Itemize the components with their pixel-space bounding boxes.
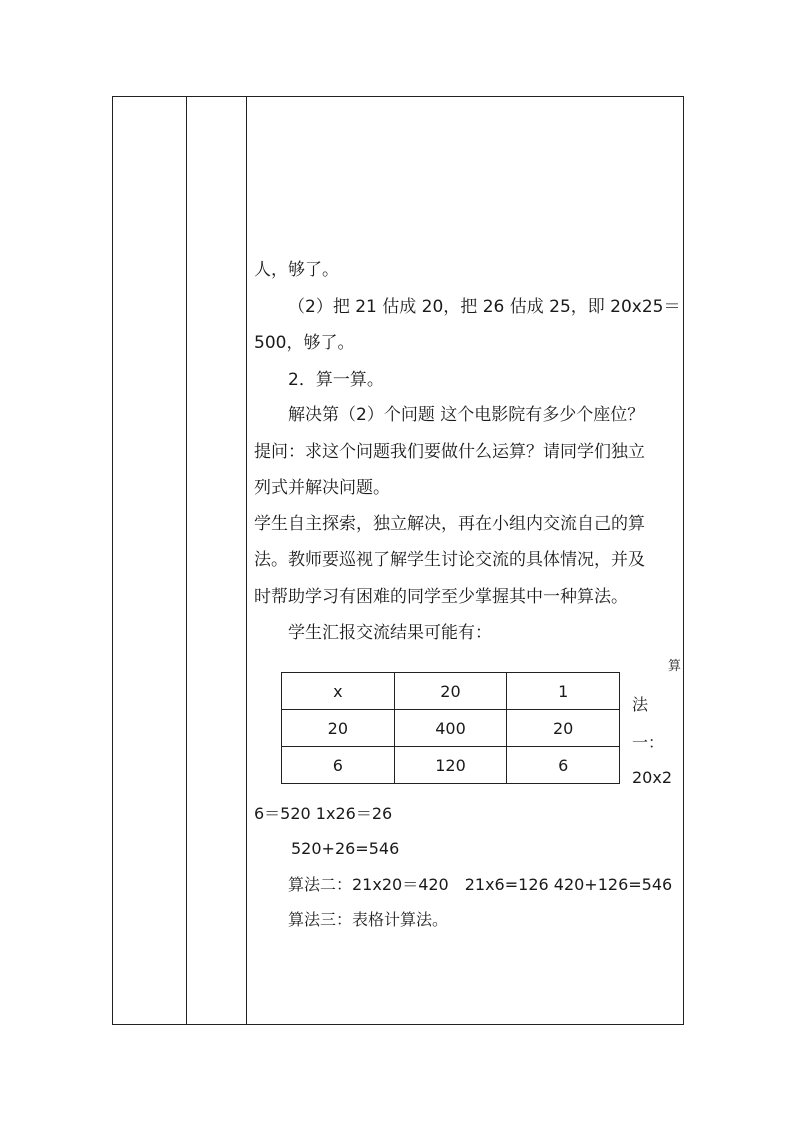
- calculation-table: [281, 672, 620, 784]
- table-cell: 20: [507, 710, 620, 747]
- text-line-11: 学生汇报交流结果可能有：: [288, 623, 492, 643]
- side-text-2: 一：: [632, 733, 665, 752]
- side-text-3: 20x2: [632, 768, 673, 787]
- text-line-7: 列式并解决问题。: [254, 478, 390, 498]
- text-line-1: 人，够了。: [254, 260, 339, 280]
- margin-mark: 算: [668, 659, 682, 674]
- table-cell: 20: [282, 710, 395, 747]
- text-line-14: 算法二：21x20＝420 21x6=126 420+126=546: [288, 875, 673, 894]
- table-cell: 6: [282, 747, 395, 784]
- text-line-8: 学生自主探索，独立解决，再在小组内交流自己的算: [254, 514, 645, 534]
- text-line-6: 提问：求这个问题我们要做什么运算？请同学们独立: [254, 442, 645, 462]
- text-line-4: 2．算一算。: [288, 370, 384, 390]
- table-cell: x: [282, 673, 395, 710]
- column-divider-2: [246, 97, 247, 1024]
- table-cell: 6: [507, 747, 620, 784]
- side-text-1: 法: [632, 695, 649, 714]
- table-row: [282, 673, 620, 710]
- table-cell: 20: [394, 673, 507, 710]
- table-cell: 400: [394, 710, 507, 747]
- text-line-3: 500，够了。: [254, 333, 355, 353]
- text-line-13: 520+26=546: [291, 839, 400, 858]
- table-row: [282, 710, 620, 747]
- text-line-5: 解决第（2）个问题 这个电影院有多少个座位？: [288, 405, 645, 425]
- table-cell: 120: [394, 747, 507, 784]
- text-line-10: 时帮助学习有困难的同学至少掌握其中一种算法。: [254, 587, 628, 607]
- text-line-15: 算法三：表格计算法。: [288, 910, 449, 929]
- text-line-12: 6＝520 1x26＝26: [254, 804, 393, 823]
- column-divider-1: [186, 97, 187, 1024]
- text-line-9: 法。教师要巡视了解学生讨论交流的具体情况，并及: [254, 550, 645, 570]
- table-row: [282, 747, 620, 784]
- text-line-2: （2）把 21 估成 20，把 26 估成 25，即 20x25＝: [288, 297, 681, 317]
- table-cell: 1: [507, 673, 620, 710]
